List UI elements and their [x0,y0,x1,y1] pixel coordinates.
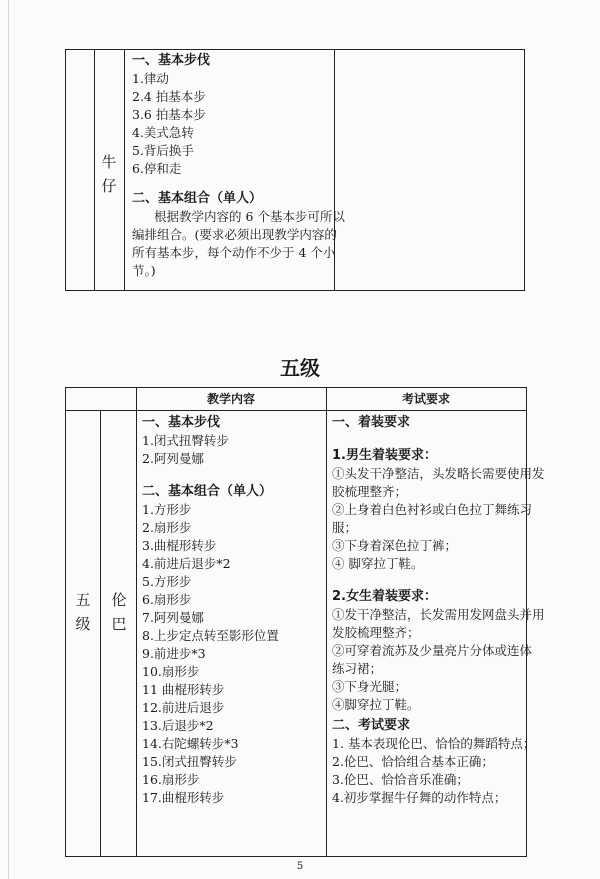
column-divider [94,50,95,290]
column-divider [136,388,137,856]
grade-five-table [65,387,545,857]
step-item: 4.美式急转 [132,125,194,140]
column-divider [124,50,125,290]
female-dress-line: 练习裙； [332,661,383,676]
combo-item: 8.上步定点转至影形位置 [142,628,279,643]
combo-item: 12.前进后退步 [142,700,225,715]
female-dress-line: ②可穿着流苏及少量亮片分体或连体 [332,643,533,658]
combo-item: 13.后退步*2 [142,718,214,733]
combo-heading: 二、基本组合（单人） [132,191,263,206]
grade-char: 级 [75,615,91,633]
step-item: 3.6 拍基本步 [132,107,206,122]
combo-item: 1.方形步 [142,502,192,517]
dance-name-char: 伦 [111,591,127,609]
combo-item: 6.扇形步 [142,592,192,607]
dance-name-char: 仔 [101,177,117,195]
exam-line: 1. 基本表现伦巴、恰恰的舞蹈特点； [332,736,536,751]
combo-item: 11 曲棍形转步 [142,682,225,697]
step-item: 1.闭式扭臀转步 [142,433,229,448]
jive-table [65,49,525,291]
step-item: 5.背后换手 [132,143,194,158]
combo-item: 9.前进步*3 [142,646,206,661]
male-dress-line: 胶梳理整齐； [332,484,408,499]
male-dress-line: ①头发干净整洁，头发略长需要使用发 [332,466,545,481]
step-item: 1.律动 [132,71,169,86]
female-dress-line: ①发干净整洁，长发需用发网盘头并用 [332,607,545,622]
grade-char: 五 [75,591,91,609]
header-requirements: 考试要求 [401,392,450,406]
steps-heading: 一、基本步伐 [142,415,221,430]
male-dress-line: ②上身着白色衬衫或白色拉丁舞练习 [332,502,533,517]
page-edge [8,0,9,879]
combo-item: 10.扇形步 [142,664,200,679]
female-dress-heading: 2.女生着装要求： [332,589,437,604]
dance-name [109,589,129,635]
exam-line: 3.伦巴、恰恰音乐准确； [332,772,469,787]
exam-line: 2.伦巴、恰恰组合基本正确； [332,754,494,769]
header-content: 教学内容 [206,392,255,406]
grade-title: 五级 [280,356,320,380]
combo-item: 2.扇形步 [142,520,192,535]
column-divider [100,410,101,856]
column-divider [326,388,327,856]
dance-name-char: 巴 [111,615,127,633]
combo-item: 16.扇形步 [142,772,200,787]
male-dress-heading: 1.男生着装要求： [332,448,437,463]
female-dress-line: 发胶梳理整齐； [332,625,420,640]
male-dress-line: 服； [332,520,358,535]
male-dress-line: ④ 脚穿拉丁鞋。 [332,556,424,571]
combo-text-line: 编排组合。(要求必须出现教学内容的 [132,227,337,242]
step-item: 2.阿列曼娜 [142,451,204,466]
combo-item: 4.前进后退步*2 [142,556,231,571]
combo-item: 14.右陀螺转步*3 [142,736,239,751]
dress-heading: 一、着装要求 [332,415,411,430]
combo-heading: 二、基本组合（单人） [142,484,273,499]
exam-line: 4.初步掌握牛仔舞的动作特点； [332,790,507,805]
steps-heading: 一、基本步伐 [132,53,211,68]
step-item: 6.停和走 [132,161,182,176]
dance-name-char: 牛 [101,153,117,171]
female-dress-line: ③下身光腿； [332,679,408,694]
combo-item: 7.阿列曼娜 [142,610,204,625]
male-dress-line: ③下身着深色拉丁裤； [332,538,458,553]
combo-item: 17.曲棍形转步 [142,790,225,805]
exam-heading: 二、考试要求 [332,718,411,733]
dance-name [99,151,119,197]
page-number: 5 [296,861,304,872]
grade-label [73,589,93,635]
combo-item: 5.方形步 [142,574,192,589]
combo-text-line: 根据教学内容的 6 个基本步可所以 [154,209,345,224]
combo-text-line: 节。) [132,263,156,278]
female-dress-line: ④脚穿拉丁鞋。 [332,697,420,712]
combo-item: 15.闭式扭臀转步 [142,754,237,769]
combo-item: 3.曲棍形转步 [142,538,217,553]
header-divider [66,410,526,411]
step-item: 2.4 拍基本步 [132,89,206,104]
combo-text-line: 所有基本步，每个动作不少于 4 个小 [132,245,336,260]
